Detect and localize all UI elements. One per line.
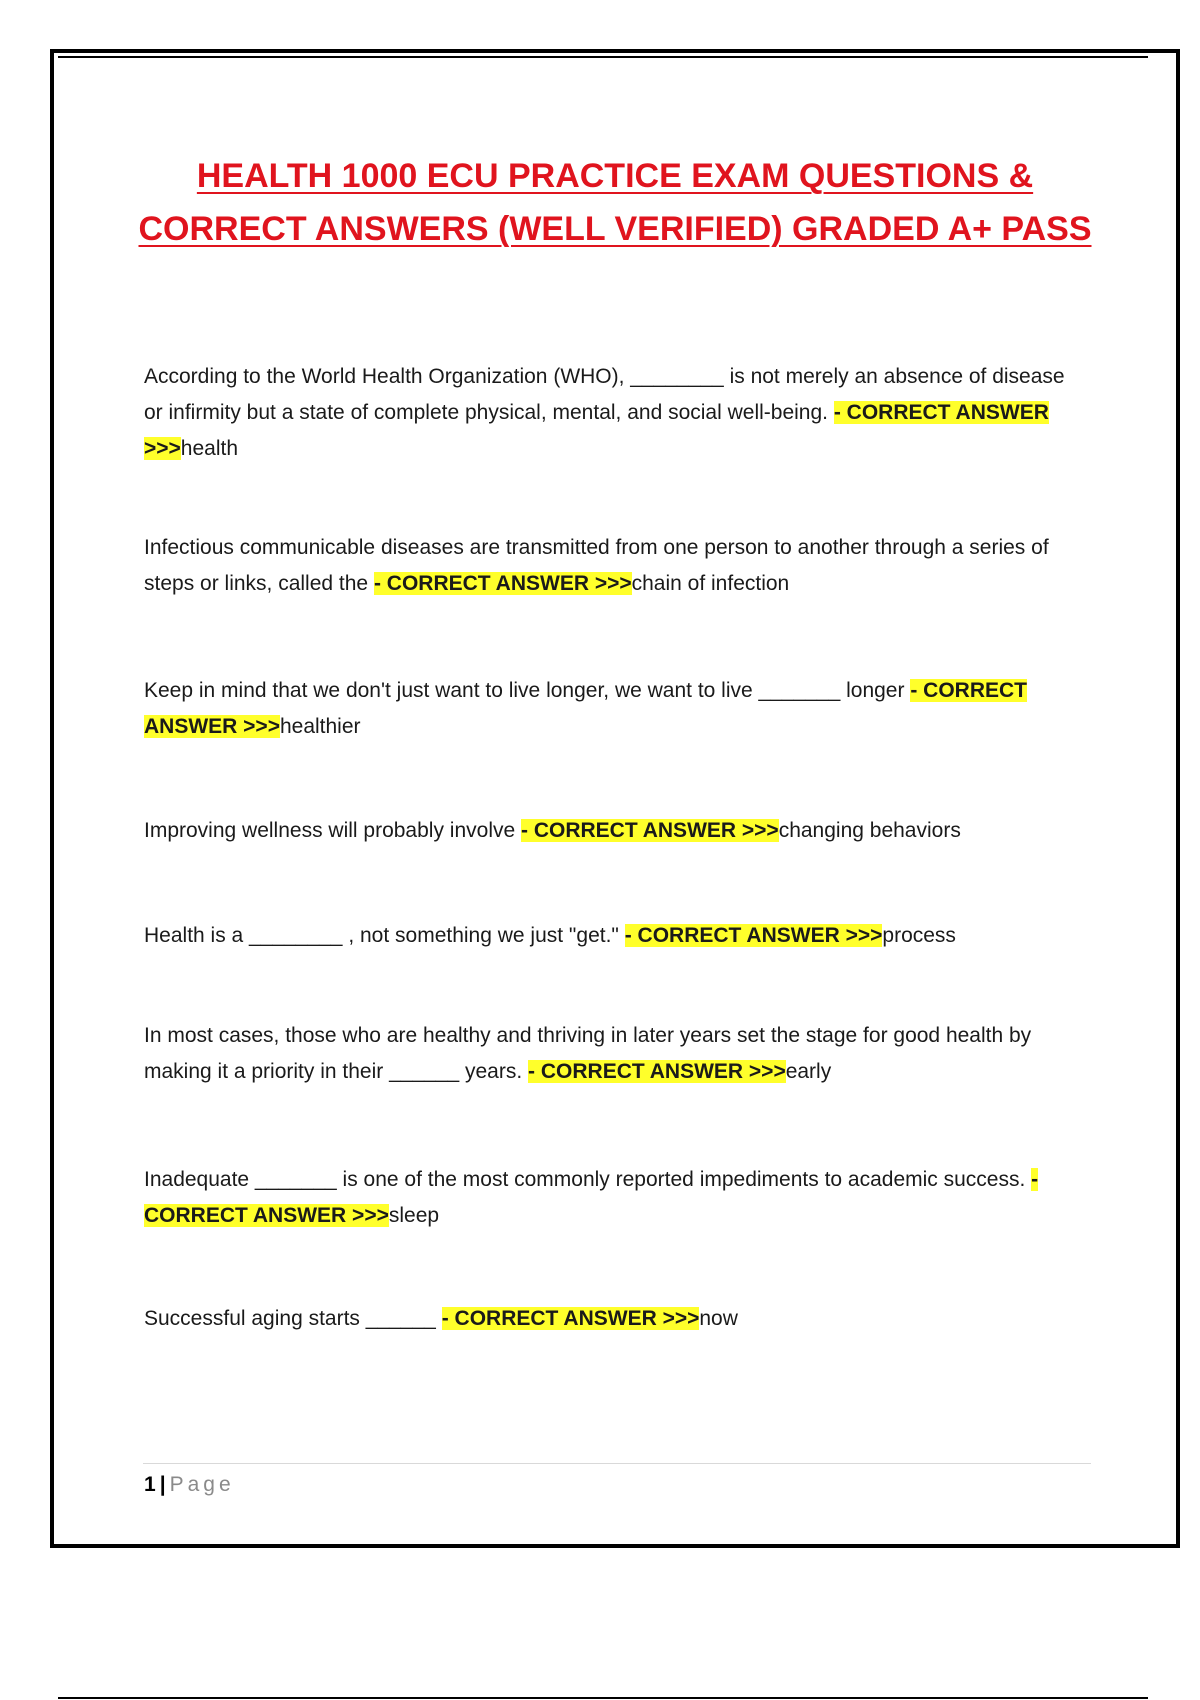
question-text: Improving wellness will probably involve	[144, 819, 516, 842]
correct-answer-marker: - CORRECT ANSWER >>>	[441, 1307, 700, 1330]
qa-item	[144, 359, 1084, 467]
correct-answer-marker: - CORRECT ANSWER >>>	[373, 572, 632, 595]
correct-answer-marker: - CORRECT ANSWER >>>	[144, 401, 1049, 460]
question-text: Successful aging starts ______	[144, 1307, 436, 1330]
qa-item	[144, 1018, 1084, 1090]
qa-item	[144, 530, 1084, 602]
qa-item	[144, 1162, 1084, 1234]
answer-text: sleep	[388, 1204, 440, 1227]
bottom-rule	[58, 1697, 1148, 1699]
footer-rule	[143, 1463, 1091, 1464]
correct-answer-marker: - CORRECT ANSWER >>>	[624, 924, 883, 947]
qa-item	[144, 1301, 1084, 1337]
question-text: According to the World Health Organization (WHO), ________ is not merely an absence of disease or infirmity but a state of complete physical, mental, and social well-being.	[144, 365, 1065, 424]
answer-text: changing behaviors	[778, 819, 961, 842]
correct-answer-marker: - CORRECT ANSWER >>>	[528, 1060, 786, 1083]
qa-item	[144, 918, 1084, 954]
page-label: Page	[169, 1473, 235, 1496]
question-text: Health is a ________ , not something we just "get."	[144, 924, 619, 947]
answer-text: early	[785, 1060, 832, 1083]
question-text: Keep in mind that we don't just want to live longer, we want to live _______ longer	[144, 679, 905, 702]
correct-answer-marker: - CORRECT ANSWER >>>	[144, 679, 1027, 738]
qa-item	[144, 673, 1084, 745]
document-title	[100, 150, 1130, 256]
page-footer	[144, 1470, 235, 1500]
answer-text: health	[180, 437, 239, 460]
page-number: 1	[144, 1473, 156, 1496]
answer-text: chain of infection	[631, 572, 790, 595]
answer-text: healthier	[279, 715, 361, 738]
correct-answer-marker: - CORRECT ANSWER >>>	[144, 1168, 1039, 1227]
title-line-1: HEALTH 1000 ECU PRACTICE EXAM QUESTIONS &	[196, 157, 1034, 195]
page-separator: |	[159, 1473, 166, 1496]
question-text: Inadequate _______ is one of the most commonly reported impediments to academic success.	[144, 1168, 1026, 1191]
question-text: Infectious communicable diseases are transmitted from one person to another through a series of steps or links, called the	[144, 536, 1049, 595]
title-line-2: CORRECT ANSWERS (WELL VERIFIED) GRADED A+ PASS	[138, 210, 1092, 248]
qa-item	[144, 813, 1084, 849]
correct-answer-marker: - CORRECT ANSWER >>>	[521, 819, 779, 842]
answer-text: process	[882, 924, 956, 947]
top-rule	[58, 56, 1148, 58]
answer-text: now	[699, 1307, 738, 1330]
question-text: In most cases, those who are healthy and thriving in later years set the stage for good health by making it a priority in their ______ years.	[144, 1024, 1032, 1083]
